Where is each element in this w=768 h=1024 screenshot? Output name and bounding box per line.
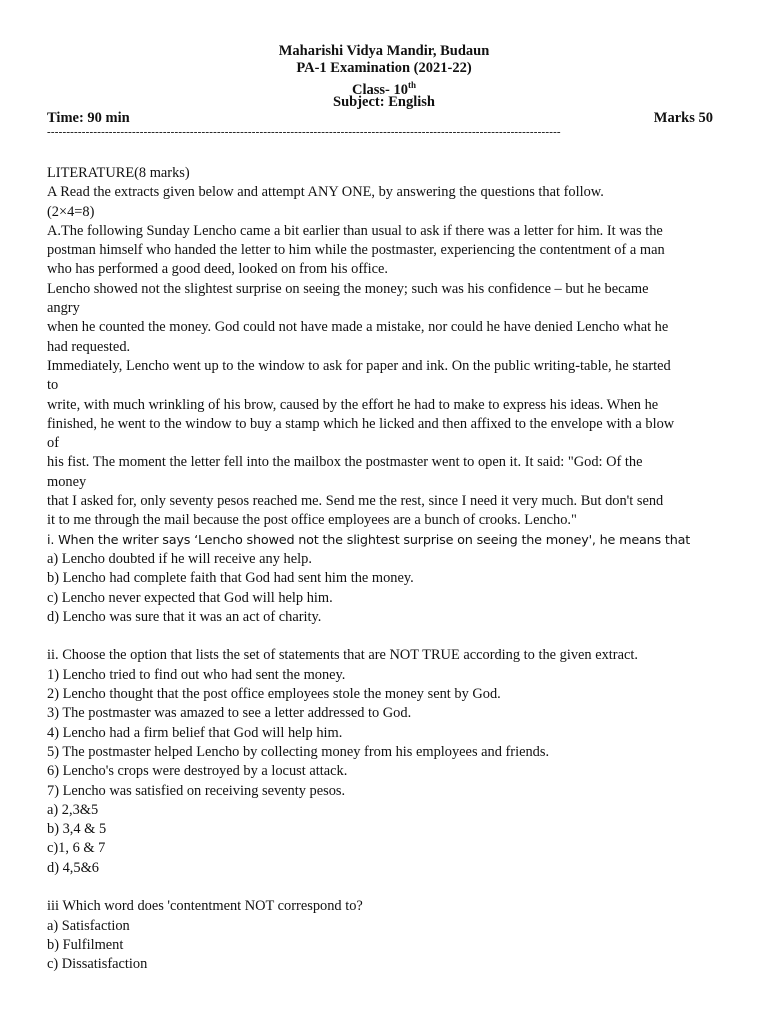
question-2-option: d) 4,5&6	[47, 859, 99, 876]
extract-line: angry	[47, 300, 80, 317]
extract-line: Lencho showed not the slightest surprise on seeing the money; such was his confidence – but he became	[47, 280, 649, 297]
question-2-option: a) 2,3&5	[47, 801, 99, 818]
spacer	[47, 878, 727, 897]
question-2-statement: 5) The postmaster helped Lencho by collecting money from his employees and friends.	[47, 743, 550, 760]
question-3-option: c) Dissatisfaction	[47, 956, 148, 973]
question-3-option: b) Fulfilment	[47, 936, 124, 953]
dashed-divider: -------------------------------------------------------------------------------------------------------------------------------------	[47, 126, 561, 138]
extract-line: write, with much wrinkling of his brow, caused by the effort he had to make to express his ideas. When he	[47, 396, 659, 413]
question-1-option: a) Lencho doubted if he will receive any help.	[47, 550, 312, 567]
extract-line: had requested.	[47, 338, 131, 355]
extract-line: A.The following Sunday Lencho came a bit earlier than usual to ask if there was a letter for him. It was the	[47, 222, 663, 239]
extract-line: it to me through the mail because the post office employees are a bunch of crooks. Lencho."	[47, 512, 577, 529]
spacer	[47, 627, 727, 646]
section-instruction: A Read the extracts given below and attempt ANY ONE, by answering the questions that follow.	[47, 184, 604, 201]
marks-label: Marks 50	[653, 110, 713, 126]
question-1-option: d) Lencho was sure that it was an act of charity.	[47, 608, 322, 625]
extract-line: money	[47, 473, 87, 490]
extract-line: his fist. The moment the letter fell into the mailbox the postmaster went to open it. It said: "God: Of the	[47, 454, 643, 471]
question-2-statement: 4) Lencho had a firm belief that God will help him.	[47, 724, 343, 741]
exam-title: PA-1 Examination (2021-22)	[296, 60, 472, 76]
question-1-option: b) Lencho had complete faith that God had sent him the money.	[47, 570, 414, 587]
question-2-statement: 2) Lencho thought that the post office employees stole the money sent by God.	[47, 686, 501, 703]
extract-line: who has performed a good deed, looked on from his office.	[47, 261, 389, 278]
extract-line: when he counted the money. God could not have made a mistake, nor could he have denied Lencho what he	[47, 319, 669, 336]
question-2-prompt: ii. Choose the option that lists the set of statements that are NOT TRUE according to the given extract.	[47, 647, 638, 664]
extract-line: Immediately, Lencho went up to the window to ask for paper and ink. On the public writing-table, he started	[47, 357, 671, 374]
question-2-statement: 7) Lencho was satisfied on receiving seventy pesos.	[47, 782, 346, 799]
extract-line: finished, he went to the window to buy a stamp which he licked and then affixed to the envelope with a blow	[47, 415, 675, 432]
question-body	[47, 164, 727, 974]
question-1-option: c) Lencho never expected that God will help him.	[47, 589, 333, 606]
extract-line: that I asked for, only seventy pesos reached me. Send me the rest, since I need it very much. But don't send	[47, 493, 664, 510]
question-2-statement: 6) Lencho's crops were destroyed by a locust attack.	[47, 763, 348, 780]
question-2-option: b) 3,4 & 5	[47, 821, 107, 838]
subject-line: Subject: English	[333, 94, 435, 110]
question-3-prompt: iii Which word does 'contentment NOT correspond to?	[47, 898, 363, 915]
question-2-statement: 3) The postmaster was amazed to see a letter addressed to God.	[47, 705, 412, 722]
question-2-statement: 1) Lencho tried to find out who had sent the money.	[47, 666, 346, 683]
question-1-prompt: i. When the writer says ‘Lencho showed not the slightest surprise on seeing the money', he means that	[47, 532, 691, 548]
time-marks-row	[47, 110, 713, 127]
question-3-option: a) Satisfaction	[47, 917, 130, 934]
time-label: Time: 90 min	[47, 110, 130, 126]
question-2-option: c)1, 6 & 7	[47, 840, 106, 857]
section-title: LITERATURE(8 marks)	[47, 165, 190, 181]
school-name: Maharishi Vidya Mandir, Budaun	[278, 43, 490, 59]
extract-line: to	[47, 377, 59, 394]
extract-line: of	[47, 435, 59, 452]
class-label: Class- 10	[351, 82, 408, 98]
class-superscript: th	[407, 80, 416, 90]
extract-line: postman himself who handed the letter to him while the postmaster, experiencing the contentment of a man	[47, 242, 665, 259]
section-marks: (2×4=8)	[47, 203, 95, 220]
